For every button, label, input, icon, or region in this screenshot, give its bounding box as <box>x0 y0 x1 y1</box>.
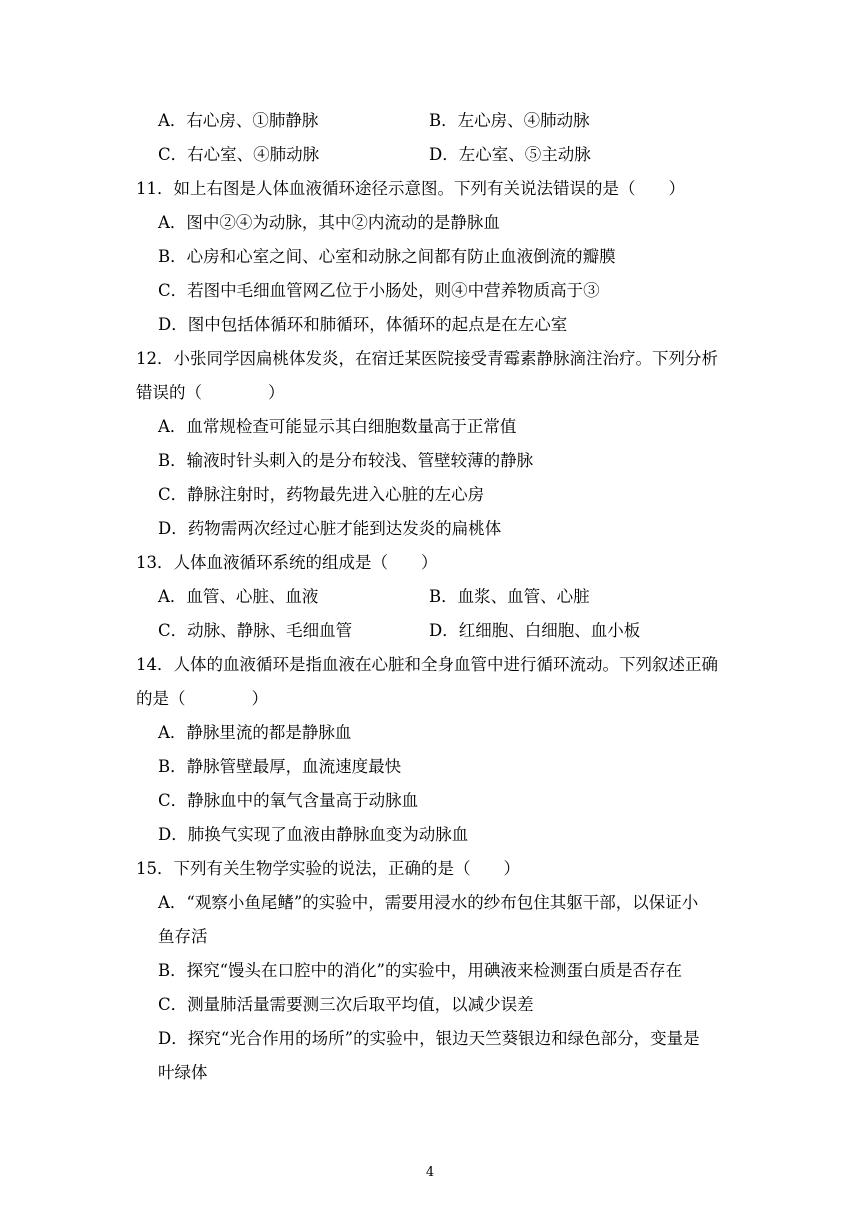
q13-option-b: B．血浆、血管、心脏 <box>429 587 590 606</box>
question-13: 13．人体血液循环系统的组成是（ ） <box>136 553 438 572</box>
q14-option-c: C．静脉血中的氧气含量高于动脉血 <box>158 791 419 810</box>
q15-option-d: D．探究“光合作用的场所”的实验中，银边天竺葵银边和绿色部分，变量是 <box>158 1029 700 1048</box>
q14-option-b: B．静脉管壁最厚，血流速度最快 <box>158 757 402 776</box>
q10-option-a: A．右心房、①肺静脉 <box>158 111 319 130</box>
q11-option-b: B．心房和心室之间、心室和动脉之间都有防止血液倒流的瓣膜 <box>158 247 616 266</box>
q14-option-d: D．肺换气实现了血液由静脉血变为动脉血 <box>158 825 469 844</box>
q12-option-b: B．输液时针头刺入的是分布较浅、管壁较薄的静脉 <box>158 451 534 470</box>
q12-option-d: D．药物需两次经过心脏才能到达发炎的扁桃体 <box>158 519 502 538</box>
question-14: 14．人体的血液循环是指血液在心脏和全身血管中进行循环流动。下列叙述正确 <box>136 655 718 674</box>
q13-option-c: C．动脉、静脉、毛细血管 <box>158 621 353 640</box>
q11-option-c: C．若图中毛细血管网乙位于小肠处，则④中营养物质高于③ <box>158 281 600 300</box>
q13-option-d: D．红细胞、白细胞、血小板 <box>429 621 641 640</box>
q10-option-b: B．左心房、④肺动脉 <box>429 111 590 130</box>
question-12-continued: 错误的（ ） <box>136 383 285 402</box>
q13-option-a: A．血管、心脏、血液 <box>158 587 319 606</box>
q11-option-d: D．图中包括体循环和肺循环，体循环的起点是在左心室 <box>158 315 568 334</box>
question-15: 15．下列有关生物学实验的说法，正确的是（ ） <box>136 859 520 878</box>
question-14-continued: 的是（ ） <box>136 689 268 708</box>
q11-option-a: A．图中②④为动脉，其中②内流动的是静脉血 <box>158 213 500 232</box>
q10-option-d: D．左心室、⑤主动脉 <box>429 145 591 164</box>
question-11: 11．如上右图是人体血液循环途径示意图。下列有关说法错误的是（ ） <box>136 179 685 198</box>
question-12: 12．小张同学因扁桃体发炎，在宿迁某医院接受青霉素静脉滴注治疗。下列分析 <box>136 349 718 368</box>
q12-option-c: C．静脉注射时，药物最先进入心脏的左心房 <box>158 485 485 504</box>
q15-option-c: C．测量肺活量需要测三次后取平均值，以减少误差 <box>158 995 534 1014</box>
page-number: 4 <box>425 1165 435 1180</box>
q15-option-a-continued: 鱼存活 <box>158 927 208 946</box>
q15-option-d-continued: 叶绿体 <box>158 1063 208 1082</box>
q15-option-b: B．探究“馒头在口腔中的消化”的实验中，用碘液来检测蛋白质是否存在 <box>158 961 682 980</box>
q10-option-c: C．右心室、④肺动脉 <box>158 145 320 164</box>
q15-option-a: A．“观察小鱼尾鳍”的实验中，需要用浸水的纱布包住其躯干部，以保证小 <box>158 893 699 912</box>
q14-option-a: A．静脉里流的都是静脉血 <box>158 723 352 742</box>
q12-option-a: A．血常规检查可能显示其白细胞数量高于正常值 <box>158 417 517 436</box>
